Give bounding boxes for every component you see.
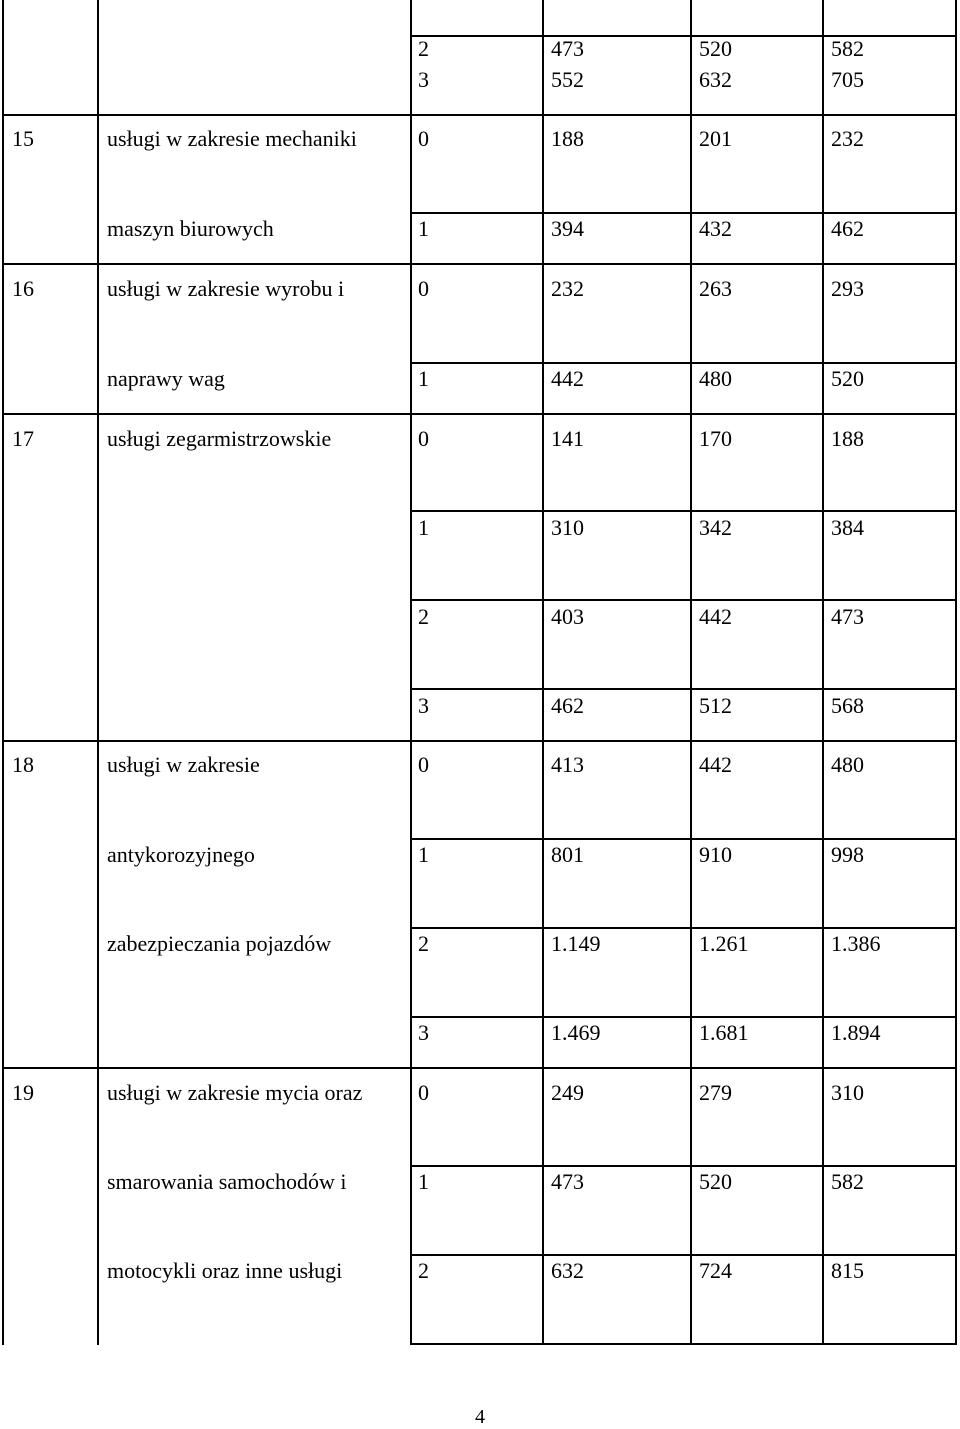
cell-no: 19 xyxy=(12,1080,34,1105)
cell-v1: 473 xyxy=(551,36,584,61)
cell-desc: smarowania samochodów i xyxy=(107,1169,347,1194)
cell-desc: usługi w zakresie xyxy=(107,752,260,777)
cell-v2: 432 xyxy=(699,216,732,241)
cell-level: 2 xyxy=(418,1258,429,1283)
cell-v1: 310 xyxy=(551,515,584,540)
cell-v2: 512 xyxy=(699,693,732,718)
cell-v3: 310 xyxy=(831,1080,864,1105)
cell-v2: 279 xyxy=(699,1080,732,1105)
cell-v2: 1.681 xyxy=(699,1020,749,1045)
cell-desc: naprawy wag xyxy=(107,366,225,391)
cell-desc: motocykli oraz inne usługi xyxy=(107,1258,343,1283)
cell-v2: 442 xyxy=(699,604,732,629)
cell-level: 2 xyxy=(418,36,429,61)
cell-desc: usługi zegarmistrzowskie xyxy=(107,426,332,451)
cell-v3: 293 xyxy=(831,276,864,301)
cell-v1: 442 xyxy=(551,366,584,391)
cell-v2: 632 xyxy=(699,67,732,92)
cell-v3: 480 xyxy=(831,752,864,777)
page-number: 4 xyxy=(475,1406,485,1428)
cell-level: 3 xyxy=(418,1020,429,1045)
cell-v1: 403 xyxy=(551,604,584,629)
cell-desc: maszyn biurowych xyxy=(107,216,274,241)
cell-level: 0 xyxy=(418,126,429,151)
cell-level: 1 xyxy=(418,842,429,867)
cell-v2: 520 xyxy=(699,1169,732,1194)
cell-v3: 188 xyxy=(831,426,864,451)
cell-level: 0 xyxy=(418,1080,429,1105)
cell-level: 3 xyxy=(418,693,429,718)
cell-v1: 552 xyxy=(551,67,584,92)
cell-v1: 801 xyxy=(551,842,584,867)
cell-v3: 815 xyxy=(831,1258,864,1283)
cell-v1: 141 xyxy=(551,426,584,451)
cell-level: 0 xyxy=(418,276,429,301)
cell-v2: 170 xyxy=(699,426,732,451)
cell-v2: 1.261 xyxy=(699,931,749,956)
cell-desc: zabezpieczania pojazdów xyxy=(107,931,332,956)
cell-v3: 998 xyxy=(831,842,864,867)
cell-desc: usługi w zakresie mycia oraz xyxy=(107,1080,363,1105)
cell-v2: 201 xyxy=(699,126,732,151)
cell-v3: 232 xyxy=(831,126,864,151)
cell-v3: 473 xyxy=(831,604,864,629)
cell-v2: 520 xyxy=(699,36,732,61)
cell-v1: 462 xyxy=(551,693,584,718)
cell-desc: antykorozyjnego xyxy=(107,842,255,867)
cell-level: 2 xyxy=(418,931,429,956)
cell-v1: 249 xyxy=(551,1080,584,1105)
cell-v2: 480 xyxy=(699,366,732,391)
cell-v2: 342 xyxy=(699,515,732,540)
cell-v3: 582 xyxy=(831,1169,864,1194)
cell-v3: 462 xyxy=(831,216,864,241)
cell-level: 3 xyxy=(418,67,429,92)
cell-no: 16 xyxy=(12,276,34,301)
cell-level: 0 xyxy=(418,752,429,777)
cell-v2: 724 xyxy=(699,1258,732,1283)
cell-level: 1 xyxy=(418,1169,429,1194)
cell-v3: 384 xyxy=(831,515,864,540)
cell-level: 1 xyxy=(418,216,429,241)
cell-no: 15 xyxy=(12,126,34,151)
cell-level: 1 xyxy=(418,366,429,391)
cell-level: 2 xyxy=(418,604,429,629)
cell-v2: 263 xyxy=(699,276,732,301)
cell-v3: 1.386 xyxy=(831,931,881,956)
cell-desc: usługi w zakresie wyrobu i xyxy=(107,276,345,301)
cell-v1: 632 xyxy=(551,1258,584,1283)
cell-no: 17 xyxy=(12,426,34,451)
cell-v1: 1.469 xyxy=(551,1020,601,1045)
cell-level: 1 xyxy=(418,515,429,540)
cell-v2: 442 xyxy=(699,752,732,777)
cell-no: 18 xyxy=(12,752,34,777)
cell-v1: 473 xyxy=(551,1169,584,1194)
cell-v1: 232 xyxy=(551,276,584,301)
cell-v1: 1.149 xyxy=(551,931,601,956)
cell-v1: 188 xyxy=(551,126,584,151)
cell-v1: 394 xyxy=(551,216,584,241)
cell-v1: 413 xyxy=(551,752,584,777)
cell-v3: 520 xyxy=(831,366,864,391)
cell-v3: 582 xyxy=(831,36,864,61)
cell-v3: 705 xyxy=(831,67,864,92)
cell-v3: 568 xyxy=(831,693,864,718)
cell-desc: usługi w zakresie mechaniki xyxy=(107,126,357,151)
cell-level: 0 xyxy=(418,426,429,451)
cell-v3: 1.894 xyxy=(831,1020,881,1045)
cell-v2: 910 xyxy=(699,842,732,867)
